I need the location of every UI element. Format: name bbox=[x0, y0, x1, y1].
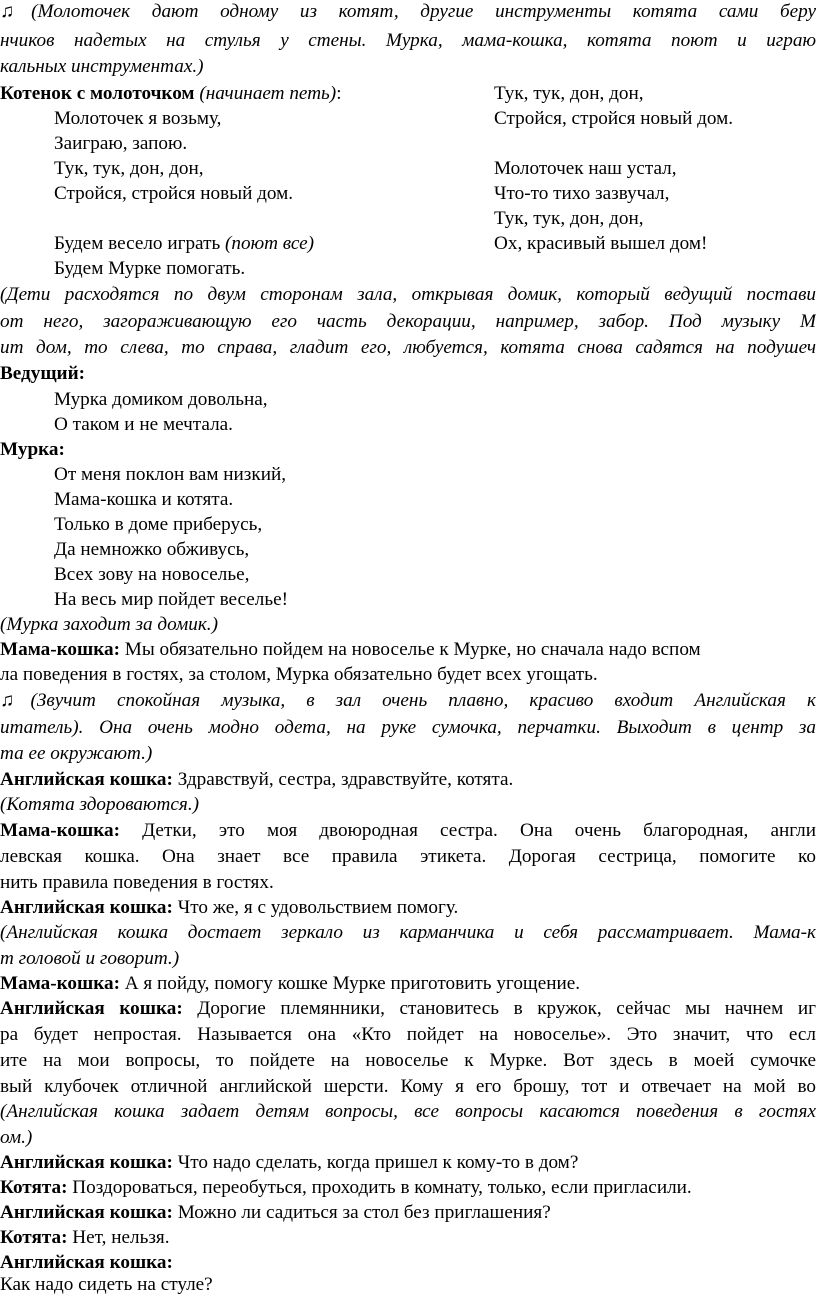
verse-line: Будем Мурке помогать. bbox=[54, 258, 246, 279]
stage-direction: от него, загораживающую его часть декорации, например, забор. Под музыку М bbox=[0, 311, 816, 332]
verse-line-right: Что-то тихо зазвучал, bbox=[494, 183, 670, 204]
verse-line: Стройся, стройся новый дом. bbox=[54, 183, 294, 204]
dialogue-line: Мама-кошка: А я пойду, помогу кошке Мурке приготовить угощение. bbox=[0, 973, 581, 994]
verse-line-right: Стройся, стройся новый дом. bbox=[494, 108, 734, 129]
stage-direction: ом.) bbox=[0, 1127, 33, 1148]
dialogue-line: ра будет непростая. Называется она «Кто пойдет на новоселье». Это значит, что есл bbox=[0, 1024, 816, 1045]
speaker-name: Мама-кошка: bbox=[0, 820, 120, 841]
stage-note: (поют все) bbox=[225, 233, 315, 254]
stage-direction: т головой и говорит.) bbox=[0, 948, 180, 969]
stage-direction: ♫(Звучит спокойная музыка, в зал очень плавно, красиво входит Английская к bbox=[0, 690, 816, 711]
verse-line-right: Тук, тук, дон, дон, bbox=[494, 83, 644, 104]
verse-line-right: Тук, тук, дон, дон, bbox=[494, 208, 644, 229]
stage-direction-intro: ♫(Молоточек дают одному из котят, другие инструменты котята сами беру bbox=[0, 1, 816, 22]
dialogue-line: Котята: Поздороваться, переобуться, проходить в комнату, только, если пригласили. bbox=[0, 1177, 692, 1198]
stage-direction: (Английская кошка задает детям вопросы, все вопросы касаются поведения в гостях bbox=[0, 1101, 816, 1122]
verse-line-right: Ох, красивый вышел дом! bbox=[494, 233, 708, 254]
verse-line: Только в доме приберусь, bbox=[54, 514, 263, 535]
verse-line: Тук, тук, дон, дон, bbox=[54, 158, 204, 179]
stage-direction: (Дети расходятся по двум сторонам зала, открывая домик, который ведущий постави bbox=[0, 284, 816, 305]
verse-line: О таком и не мечтала. bbox=[54, 414, 233, 435]
stage-direction: та ее окружают.) bbox=[0, 743, 153, 764]
stage-direction-intro-line: нчиков надетых на стулья у стены. Мурка, мама-кошка, котята поют и играю bbox=[0, 30, 816, 51]
stage-direction: (Английская кошка достает зеркало из карманчика и себя рассматривает. Мама-к bbox=[0, 922, 816, 943]
dialogue-line: ла поведения в гостях, за столом, Мурка обязательно будет всех угощать. bbox=[0, 664, 598, 685]
speaker-name: Английская кошка: bbox=[0, 897, 173, 918]
musical-note-icon: ♫ bbox=[0, 690, 31, 711]
verse-line: Молоточек я возьму, bbox=[54, 108, 222, 129]
speaker-name: Котенок с молоточком bbox=[0, 83, 195, 104]
song-speaker-line: Котенок с молоточком (начинает петь): bbox=[0, 83, 342, 104]
stage-direction: ит дом, то слева, то справа, гладит его, любуется, котята снова садятся на подушеч bbox=[0, 337, 816, 358]
dialogue-line: Английская кошка: Что надо сделать, когда пришел к кому-то в дом? bbox=[0, 1152, 579, 1173]
verse-line: Мама-кошка и котята. bbox=[54, 489, 234, 510]
speaker-name: Английская кошка: bbox=[0, 1252, 173, 1273]
speaker-name: Английская кошка: bbox=[0, 1202, 173, 1223]
verse-line: На весь мир пойдет веселье! bbox=[54, 589, 289, 610]
verse-line: От меня поклон вам низкий, bbox=[54, 464, 287, 485]
stage-direction-intro-line: кальных инструментах.) bbox=[0, 56, 204, 77]
dialogue-line: левская кошка. Она знает все правила этикета. Дорогая сестрица, помогите ко bbox=[0, 846, 816, 867]
dialogue-line: Мама-кошка: Детки, это моя двоюродная сестра. Она очень благородная, англи bbox=[0, 820, 816, 841]
dialogue-line: Мама-кошка: Мы обязательно пойдем на новоселье к Мурке, но сначала надо вспом bbox=[0, 639, 701, 660]
speaker-name: Мама-кошка: bbox=[0, 639, 120, 660]
verse-line: Всех зову на новоселье, bbox=[54, 564, 250, 585]
speaker-name: Английская кошка: bbox=[0, 769, 173, 790]
speaker-host: Ведущий: bbox=[0, 363, 86, 384]
stage-direction: (Мурка заходит за домик.) bbox=[0, 614, 218, 635]
stage-note: (начинает петь) bbox=[199, 83, 337, 104]
dialogue-line: Как надо сидеть на стуле? bbox=[0, 1274, 213, 1295]
dialogue-line: Английская кошка: Можно ли садиться за стол без приглашения? bbox=[0, 1202, 551, 1223]
verse-line-right: Молоточек наш устал, bbox=[494, 158, 677, 179]
dialogue-line: Английская кошка: Что же, я с удовольствием помогу. bbox=[0, 897, 459, 918]
dialogue-line: ите на мои вопросы, то пойдете на новоселье к Мурке. Вот здесь в моей сумочке bbox=[0, 1050, 816, 1071]
dialogue-line: вый клубочек отличной английской шерсти. Кому я его брошу, тот и отвечает на мой во bbox=[0, 1076, 816, 1097]
dialogue-line: Котята: Нет, нельзя. bbox=[0, 1227, 170, 1248]
verse-line: Заиграю, запою. bbox=[54, 133, 188, 154]
speaker-murka: Мурка: bbox=[0, 439, 65, 460]
verse-line: Да немножко обживусь, bbox=[54, 539, 250, 560]
dialogue-line: Английская кошка: Дорогие племянники, становитесь в кружок, сейчас мы начнем иг bbox=[0, 998, 816, 1019]
dialogue-line: нить правила поведения в гостях. bbox=[0, 872, 274, 893]
speaker-name: Мама-кошка: bbox=[0, 973, 120, 994]
stage-direction: итатель). Она очень модно одета, на руке сумочка, перчатки. Выходит в центр за bbox=[0, 717, 816, 738]
verse-line: Мурка домиком довольна, bbox=[54, 389, 268, 410]
musical-note-icon: ♫ bbox=[0, 1, 32, 22]
stage-direction: (Котята здороваются.) bbox=[0, 794, 200, 815]
verse-line: Будем весело играть (поют все) bbox=[54, 233, 315, 254]
speaker-name: Английская кошка: bbox=[0, 1152, 173, 1173]
speaker-name: Котята: bbox=[0, 1227, 68, 1248]
dialogue-line: Английская кошка: Здравствуй, сестра, здравствуйте, котята. bbox=[0, 769, 514, 790]
speaker-name: Котята: bbox=[0, 1177, 68, 1198]
speaker-name: Английская кошка: bbox=[0, 998, 183, 1019]
